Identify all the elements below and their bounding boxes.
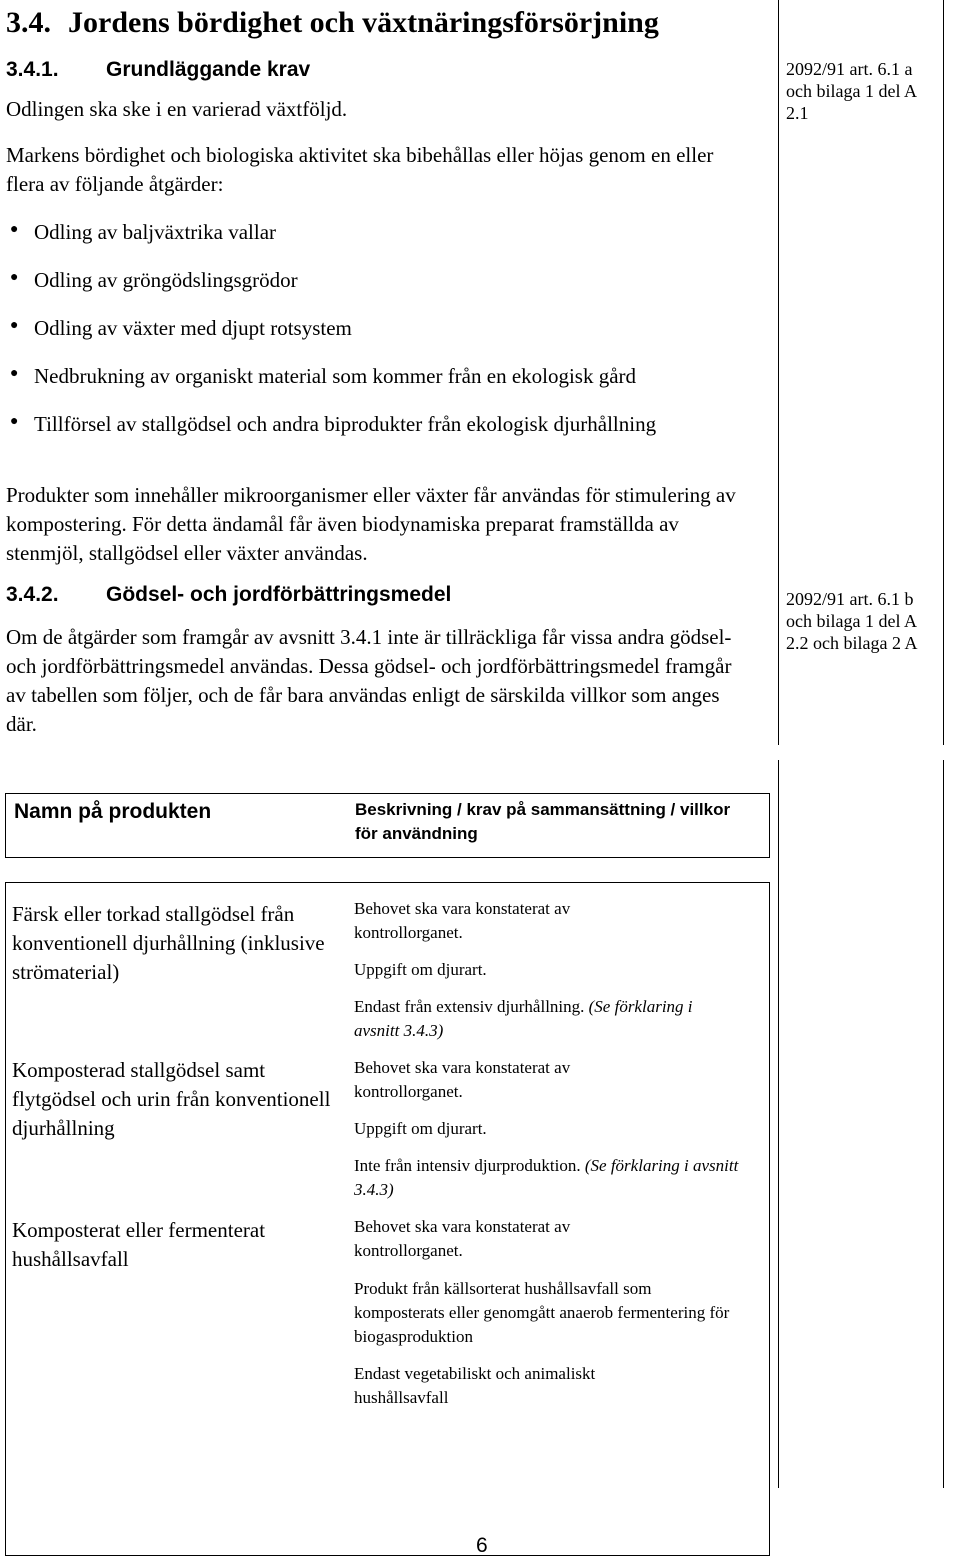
header-product-name: Namn på produkten bbox=[14, 800, 212, 823]
bullet-item: Odling av baljväxtrika vallar bbox=[34, 220, 277, 244]
section-title: Jordens bördighet och växtnäringsförsörjning bbox=[68, 6, 659, 39]
requirement-text: Behovet ska vara konstaterat av kontrollorganet. bbox=[354, 1217, 571, 1260]
requirement-main: Endast från extensiv djurhållning. bbox=[354, 997, 589, 1016]
column-rule-left bbox=[778, 0, 779, 745]
bullet-item: Odling av gröngödslingsgrödor bbox=[34, 268, 298, 292]
product-name-cell: Komposterat eller fermenterat hushållsavfall bbox=[12, 1218, 266, 1271]
bullet-dot-icon: ● bbox=[10, 270, 19, 285]
subsection-title-2: Gödsel- och jordförbättringsmedel bbox=[106, 583, 452, 606]
subsection-heading-1 bbox=[6, 58, 310, 82]
table-header bbox=[5, 793, 770, 858]
bullet-dot-icon: ● bbox=[10, 318, 19, 333]
bullet-item: Nedbrukning av organiskt material som kommer från en ekologisk gård bbox=[34, 364, 637, 388]
subsection-number-2: 3.4.2. bbox=[6, 583, 59, 606]
fertilizer-paragraph: Om de åtgärder som framgår av avsnitt 3.4.1 inte är tillräckliga får vissa andra gödsel- och jordförbättringsmedel användas. Dessa gödsel- och jordförbättringsmedel framgår av tabellen som följer, och de får bara användas enligt de särskilda villkor som anges där. bbox=[6, 625, 732, 736]
crop-rotation-text: Odlingen ska ske i en varierad växtföljd. bbox=[6, 97, 348, 121]
column-rule-right-lower bbox=[943, 760, 944, 1488]
product-name-cell: Färsk eller torkad stallgödsel från konventionell djurhållning (inklusive strömaterial) bbox=[12, 902, 325, 984]
cross-reference: (Se förklaring i avsnitt 3.4.3) bbox=[354, 997, 693, 1040]
bullet-item: Odling av växter med djupt rotsystem bbox=[34, 316, 352, 340]
intro-paragraph: Markens bördighet och biologiska aktivitet ska bibehållas eller höjas genom en eller flera av följande åtgärder: bbox=[6, 143, 714, 196]
column-rule-right bbox=[943, 0, 944, 745]
requirement-text: Behovet ska vara konstaterat av kontrollorganet. bbox=[354, 1058, 571, 1101]
closing-paragraph: Produkter som innehåller mikroorganismer eller växter får användas för stimulering av kompostering. För detta ändamål får även biodynamiska preparat framställda av stenmjöl, stallgödsel eller växter användas. bbox=[6, 483, 736, 565]
product-name-cell: Komposterad stallgödsel samt flytgödsel och urin från konventionell djurhållning bbox=[12, 1058, 331, 1140]
column-rule-left-lower bbox=[778, 760, 779, 1488]
page-number: 6 bbox=[476, 1534, 488, 1557]
subsection-heading-2 bbox=[6, 583, 451, 607]
section-number: 3.4. bbox=[6, 6, 51, 39]
bullet-dot-icon: ● bbox=[10, 414, 19, 429]
section-heading bbox=[6, 6, 659, 40]
requirement-text bbox=[354, 995, 699, 1043]
requirement-text: Endast vegetabiliskt och animaliskt hushållsavfall bbox=[354, 1364, 596, 1407]
requirement-text bbox=[354, 1154, 774, 1202]
legal-reference-1: 2092/91 art. 6.1 a och bilaga 1 del A 2.1 bbox=[786, 59, 916, 123]
legal-reference-2: 2092/91 art. 6.1 b och bilaga 1 del A 2.2 och bilaga 2 A bbox=[786, 589, 918, 653]
subsection-title-1: Grundläggande krav bbox=[106, 58, 311, 81]
requirement-text: Uppgift om djurart. bbox=[354, 960, 487, 979]
bullet-dot-icon: ● bbox=[10, 366, 19, 381]
requirement-text: Behovet ska vara konstaterat av kontrollorganet. bbox=[354, 899, 571, 942]
bullet-dot-icon: ● bbox=[10, 222, 19, 237]
header-description: Beskrivning / krav på sammansättning / villkor för användning bbox=[355, 800, 731, 843]
subsection-number-1: 3.4.1. bbox=[6, 58, 59, 81]
bullet-item: Tillförsel av stallgödsel och andra biprodukter från ekologisk djurhållning bbox=[34, 412, 657, 436]
table-body bbox=[5, 882, 770, 1556]
requirement-text: Produkt från källsorterat hushållsavfall som komposterats eller genomgått anaerob fermentering för biogasproduktion bbox=[354, 1279, 730, 1346]
requirement-text: Uppgift om djurart. bbox=[354, 1119, 487, 1138]
cross-reference: (Se förklaring i avsnitt 3.4.3) bbox=[354, 1156, 739, 1199]
requirement-main: Inte från intensiv djurproduktion. bbox=[354, 1156, 585, 1175]
